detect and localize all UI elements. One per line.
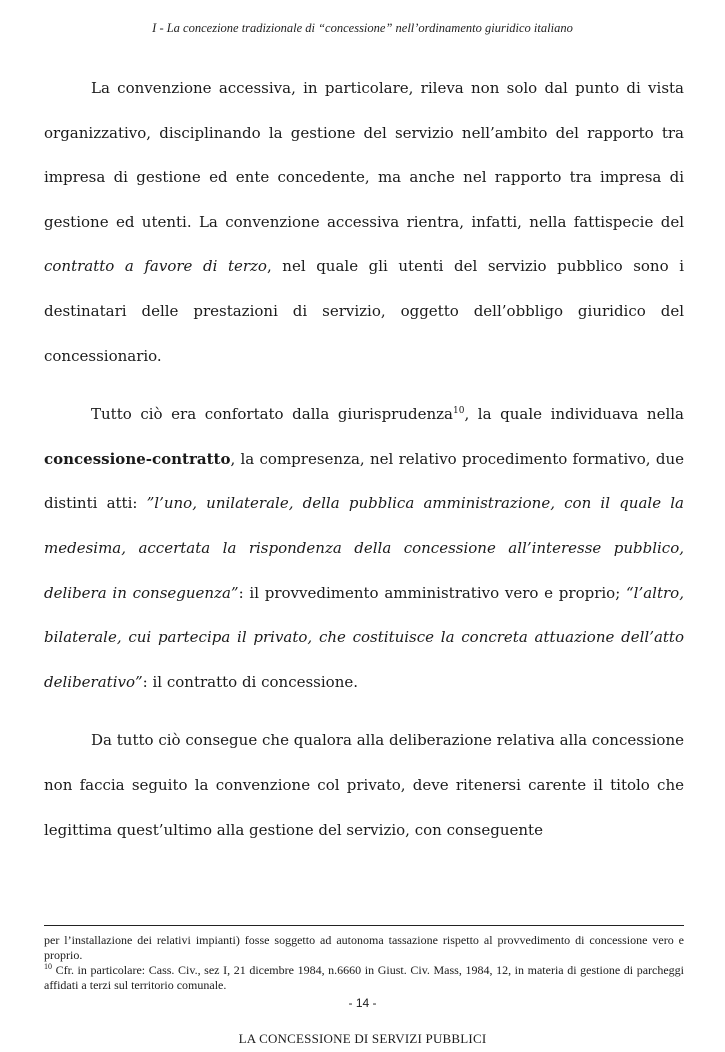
main-text bbox=[44, 66, 684, 852]
footnote-text: Cfr. in particolare: Cass. Civ., sez I, 21 dicembre 1984, n.6660 in Giust. Civ. Mass, 1984, 12, in materia di gestione di parcheggi affidati a terzi sul territorio comunale. bbox=[44, 963, 684, 992]
footnote-continuation: per l’installazione dei relativi impianti) fosse soggetto ad autonoma tassazione rispetto al provvedimento di concessione vero e proprio. bbox=[44, 933, 684, 962]
footnote-ref: 10 bbox=[452, 406, 465, 417]
footnote-marker: 10 bbox=[44, 962, 52, 971]
text-run: , nel quale gli utenti del servizio pubblico sono i destinatari delle prestazioni di servizio, oggetto dell’obbligo giuridico del concessionario. bbox=[44, 257, 684, 365]
italic-run: ”l’uno, unilaterale, della pubblica amministrazione, con il quale la medesima, accertata la rispondenza della concessione all’interesse pubblico, delibera in conseguenza” bbox=[44, 494, 684, 602]
text-run: : il provvedimento amministrativo vero e proprio; bbox=[238, 583, 626, 602]
text-run: La convenzione accessiva, in particolare, rileva non solo dal punto di vista organizzativo, disciplinando la gestione del servizio nell’ambito del rapporto tra impresa di gestione ed ente concedente, ma anche nel rapporto tra impresa di gestione ed utenti. La convenzione accessiva rientra, infatti, nella fattispecie del bbox=[44, 79, 684, 231]
italic-run: contratto a favore di terzo bbox=[44, 257, 267, 276]
page-number: - 14 - bbox=[348, 996, 377, 1010]
footnote-separator bbox=[44, 925, 684, 926]
text-run: Da tutto ciò consegue che qualora alla deliberazione relativa alla concessione non faccia seguito la convenzione col privato, deve ritenersi carente il titolo che legittima quest’ultimo alla gestione del servizio, con conseguente bbox=[44, 731, 684, 839]
text-run: , la quale individuava nella bbox=[464, 405, 684, 424]
footnote-10 bbox=[44, 963, 684, 993]
running-header: I - La concezione tradizionale di “concessione” nell’ordinamento giuridico italiano bbox=[152, 21, 573, 35]
text-run: Tutto ciò era confortato dalla giurisprudenza bbox=[91, 405, 453, 424]
footnotes bbox=[44, 933, 684, 993]
paragraph-1 bbox=[44, 66, 684, 378]
text-run: : il contratto di concessione. bbox=[142, 672, 359, 691]
paragraph-2 bbox=[44, 392, 684, 704]
footer-title: LA CONCESSIONE DI SERVIZI PUBBLICI bbox=[238, 1031, 487, 1046]
bold-run: concessione-contratto bbox=[44, 449, 231, 468]
paragraph-3 bbox=[44, 718, 684, 852]
italic-run: “l’altro, bilaterale, cui partecipa il privato, che costituisce la concreta attuazione dell’atto deliberativo” bbox=[44, 583, 684, 691]
text-run: , la compresenza, nel relativo procedimento formativo, due distinti atti: bbox=[44, 449, 684, 513]
